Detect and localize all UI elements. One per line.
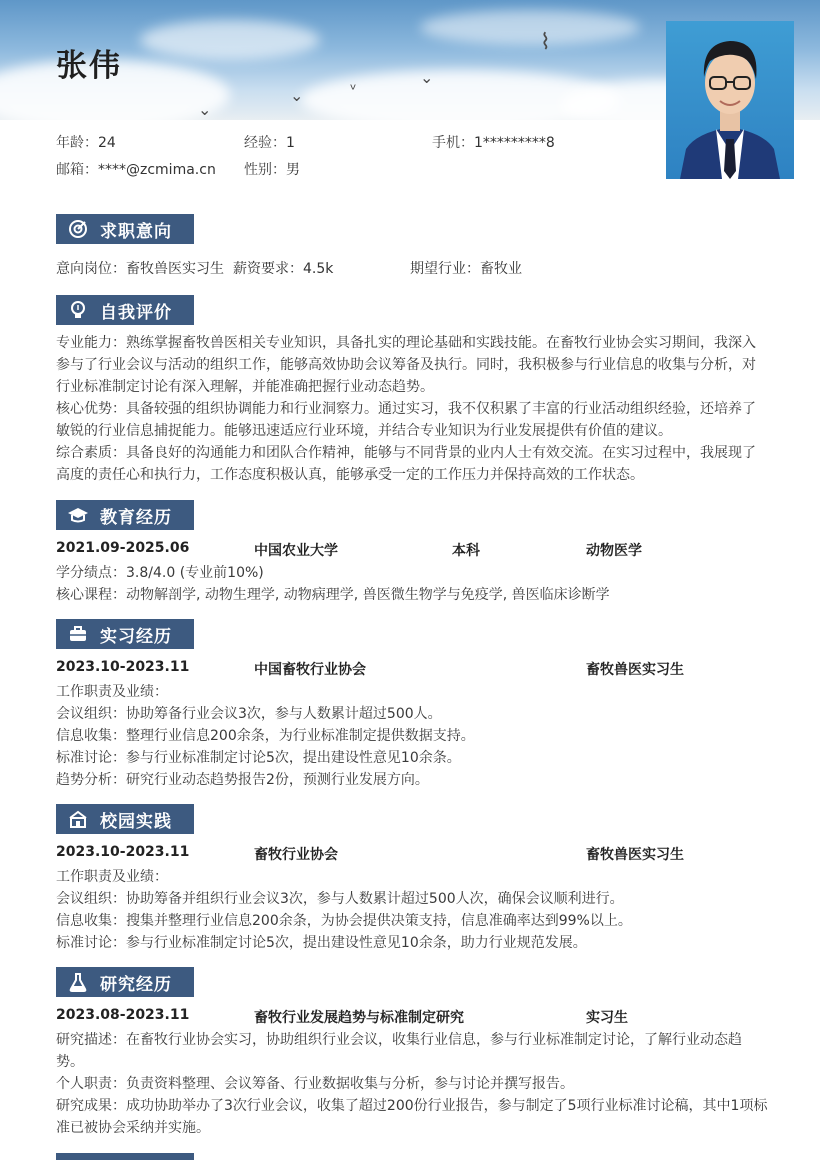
- campus-detail: 信息收集：搜集并整理行业信息200余条，为协会提供决策支持，信息准确率达到99%以上。: [56, 913, 632, 929]
- section-header-next: [56, 1153, 194, 1160]
- research-detail: 研究描述：在畜牧行业协会实习，协助组织行业会议，收集行业信息，参与行业标准制定讨论，了解行业动态趋: [56, 1032, 742, 1048]
- gender-field: 性别：男: [244, 162, 300, 178]
- education-school: 中国农业大学: [254, 543, 338, 559]
- self-eval-line: 核心优势：具备较强的组织协调能力和行业洞察力。通过实习，我不仅积累了丰富的行业活动组织经验，还培养了: [56, 401, 756, 417]
- bird-icon: ⌇: [540, 30, 551, 55]
- target-icon: [56, 219, 100, 239]
- internship-detail: 工作职责及业绩：: [56, 684, 168, 700]
- email-field: 邮箱：****@zcmima.cn: [56, 162, 216, 178]
- self-eval-line: 高度的责任心和执行力，工作态度积极认真，能够承受一定的工作压力并保持高效的工作状态。: [56, 467, 644, 483]
- self-eval-line: 专业能力：熟练掌握畜牧兽医相关专业知识，具备扎实的理论基础和实践技能。在畜牧行业协会实习期间，我深入: [56, 335, 756, 351]
- intent-position: 意向岗位：畜牧兽医实习生: [56, 261, 224, 277]
- education-date: 2021.09-2025.06: [56, 540, 190, 556]
- research-date: 2023.08-2023.11: [56, 1007, 190, 1023]
- section-header-intent: 求职意向: [56, 214, 194, 244]
- self-eval-line: 综合素质：具备良好的沟通能力和团队合作精神，能够与不同背景的业内人士有效交流。在实习过程中，我展现了: [56, 445, 756, 461]
- bird-icon: ⌄: [420, 68, 434, 87]
- campus-detail: 会议组织：协助筹备并组织行业会议3次，参与人数累计超过500人次，确保会议顺利进行。: [56, 891, 624, 907]
- candidate-name: 张伟: [56, 48, 122, 84]
- bird-icon: ⌄: [198, 100, 212, 119]
- research-detail: 研究成果：成功协助举办了3次行业会议，收集了超过200份行业报告，参与制定了5项行业标准讨论稿，其中1项标: [56, 1098, 768, 1114]
- research-role: 实习生: [586, 1010, 628, 1026]
- phone-field: 手机：1*********8: [432, 135, 555, 151]
- age-field: 年龄：24: [56, 135, 116, 151]
- section-header-internship: 实习经历: [56, 619, 194, 649]
- internship-detail: 会议组织：协助筹备行业会议3次，参与人数累计超过500人。: [56, 706, 442, 722]
- campus-org: 畜牧行业协会: [254, 847, 338, 863]
- campus-detail: 工作职责及业绩：: [56, 869, 168, 885]
- section-header-campus: 校园实践: [56, 804, 194, 834]
- avatar: [666, 21, 794, 179]
- research-detail: 势。: [56, 1054, 84, 1070]
- research-topic: 畜牧行业发展趋势与标准制定研究: [254, 1010, 464, 1026]
- intent-industry: 期望行业：畜牧业: [410, 261, 522, 277]
- self-eval-line: 参与了行业会议与活动的组织工作，能够高效协助会议筹备及执行。同时，我积极参与行业信息的收集与分析，对: [56, 357, 756, 373]
- intent-salary: 薪资要求：4.5k: [233, 261, 334, 277]
- education-major: 动物医学: [586, 543, 642, 559]
- section-header-research: 研究经历: [56, 967, 194, 997]
- bird-icon: ⌄: [290, 86, 304, 105]
- section-header-education: 教育经历: [56, 500, 194, 530]
- internship-date: 2023.10-2023.11: [56, 659, 190, 675]
- campus-date: 2023.10-2023.11: [56, 844, 190, 860]
- internship-org: 中国畜牧行业协会: [254, 662, 366, 678]
- campus-detail: 标准讨论：参与行业标准制定讨论5次，提出建设性意见10余条，助力行业规范发展。: [56, 935, 587, 951]
- internship-role: 畜牧兽医实习生: [586, 662, 684, 678]
- internship-detail: 趋势分析：研究行业动态趋势报告2份，预测行业发展方向。: [56, 772, 429, 788]
- flask-icon: [56, 972, 100, 992]
- education-detail: 学分绩点：3.8/4.0 (专业前10%): [56, 565, 264, 581]
- research-detail: 准已被协会采纳并实施。: [56, 1120, 210, 1136]
- bulb-icon: [56, 300, 100, 320]
- campus-role: 畜牧兽医实习生: [586, 847, 684, 863]
- briefcase-icon: [56, 625, 100, 643]
- education-detail: 核心课程：动物解剖学, 动物生理学, 动物病理学, 兽医微生物学与免疫学, 兽医临床诊断学: [56, 587, 610, 603]
- bird-icon: ᵛ: [350, 80, 357, 99]
- research-detail: 个人职责：负责资料整理、会议筹备、行业数据收集与分析，参与讨论并撰写报告。: [56, 1076, 574, 1092]
- self-eval-line: 敏锐的行业信息捕捉能力。能够迅速适应行业环境，并结合专业知识为行业发展提供有价值的建议。: [56, 423, 672, 439]
- section-header-self: 自我评价: [56, 295, 194, 325]
- internship-detail: 标准讨论：参与行业标准制定讨论5次，提出建设性意见10余条。: [56, 750, 461, 766]
- experience-field: 经验：1: [244, 135, 295, 151]
- building-icon: [56, 810, 100, 828]
- internship-detail: 信息收集：整理行业信息200余条，为行业标准制定提供数据支持。: [56, 728, 475, 744]
- self-eval-line: 行业标准制定讨论有深入理解，并能准确把握行业动态趋势。: [56, 379, 434, 395]
- education-degree: 本科: [452, 543, 480, 559]
- graduation-cap-icon: [56, 506, 100, 524]
